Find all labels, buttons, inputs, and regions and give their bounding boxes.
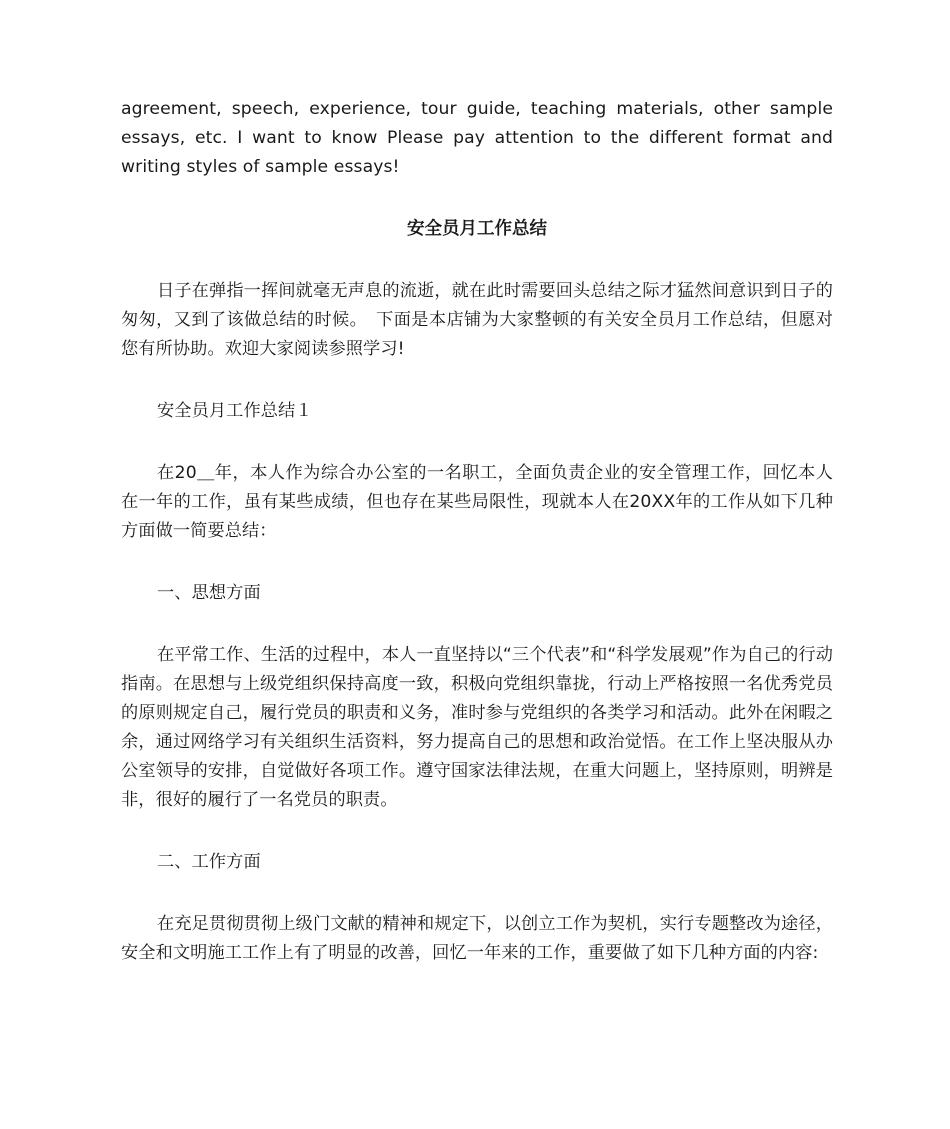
spacer bbox=[121, 546, 833, 579]
subsection-heading: 二、工作方面 bbox=[157, 852, 261, 872]
spacer bbox=[121, 426, 833, 459]
spacer bbox=[121, 877, 833, 910]
spacer bbox=[121, 364, 833, 397]
opening-paragraph: 日子在弹指一挥间就毫无声息的流逝，就在此时需要回头总结之际才猛然间意识到日子的匆匆，又到了该做总结的时候。 下面是本店铺为大家整顿的有关安全员月工作总结，但愿对您有所协助。欢迎大家阅读参照学习! bbox=[121, 281, 833, 359]
intro-paragraph: agreement, speech, experience, tour guide, teaching materials, other sample essays, etc. I want to know Please pay attention to the different format and writing styles of sample essays! bbox=[121, 99, 833, 177]
spacer bbox=[121, 244, 833, 277]
spacer bbox=[121, 182, 833, 215]
body-paragraph: 在20＿年，本人作为综合办公室的一名职工，全面负责企业的安全管理工作，回忆本人在一年的工作，虽有某些成绩，但也存在某些局限性，现就本人在20XX年的工作从如下几种方面做一简要总结： bbox=[121, 463, 833, 541]
spacer bbox=[121, 608, 833, 641]
body-paragraph: 在平常工作、生活的过程中，本人一直坚持以“三个代表”和“科学发展观”作为自己的行动指南。在思想与上级党组织保持高度一致，积极向党组织靠拢，行动上严格按照一名优秀党员的原则规定自己，履行党员的职责和义务，准时参与党组织的各类学习和活动。此外在闲暇之余，通过网络学习有关组织生活资料，努力提高自己的思想和政治觉悟。在工作上坚决服从办公室领导的安排，自觉做好各项工作。遵守国家法律法规，在重大问题上，坚持原则，明辨是非，很好的履行了一名党员的职责。 bbox=[121, 645, 833, 810]
document-title: 安全员月工作总结 bbox=[407, 219, 547, 239]
subsection-heading: 一、思想方面 bbox=[157, 583, 261, 603]
document-body bbox=[121, 95, 833, 968]
spacer bbox=[121, 815, 833, 848]
body-paragraph: 在充足贯彻贯彻上级门文献的精神和规定下，以创立工作为契机，实行专题整改为途径，安全和文明施工工作上有了明显的改善，回忆一年来的工作，重要做了如下几种方面的内容: bbox=[121, 914, 833, 963]
section-heading: 安全员月工作总结１ bbox=[157, 401, 313, 421]
